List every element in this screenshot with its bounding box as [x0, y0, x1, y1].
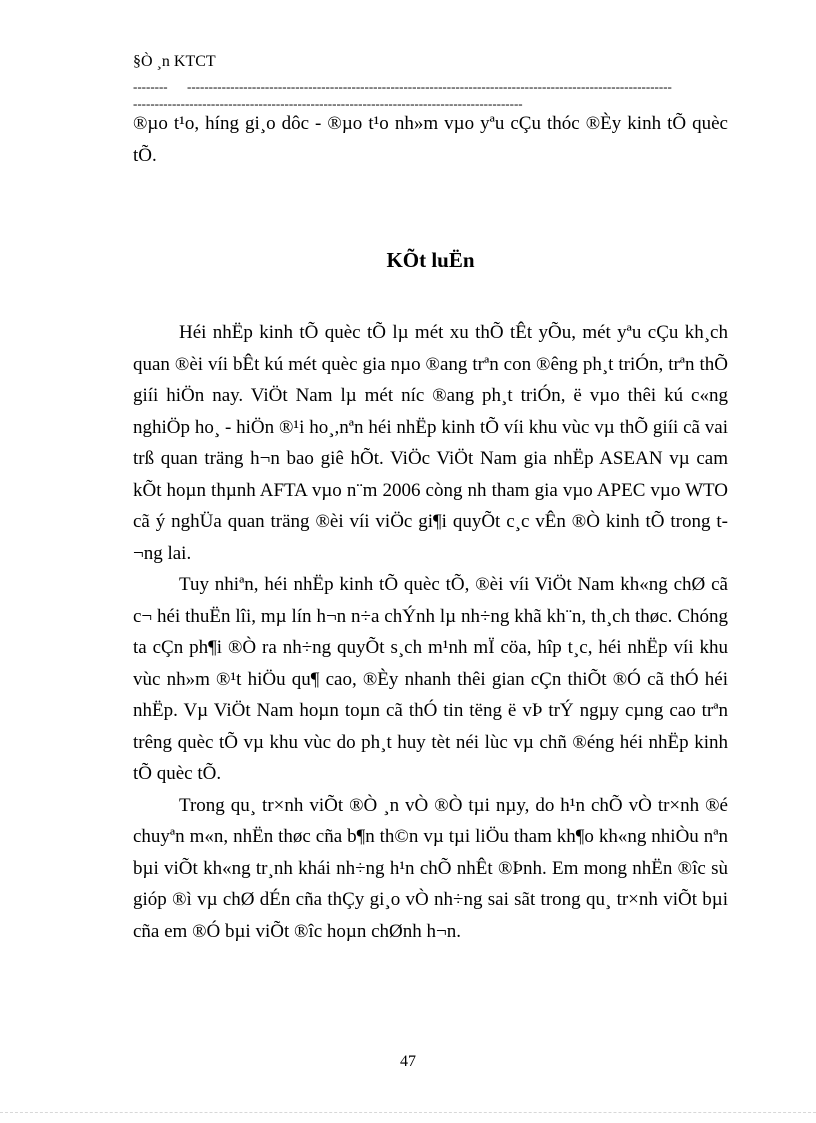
carry-over-paragraph: ®µo t¹o, híng gi¸o dôc - ®µo t¹o nh»m vµo yªu cÇu thóc ®Èy kinh tÕ quèc tÕ.: [133, 113, 728, 166]
paragraph-1: Héi nhËp kinh tÕ quèc tÕ lµ mét xu thÕ tÊt yÕu, mét yªu cÇu kh¸ch quan ®èi víi bÊt kú mét quèc gia nµo ®ang trªn con ®êng ph¸t triÓn, trªn thÕ giíi hiÖn nay. ViÖt Nam lµ mét níc ®ang ph¸t triÓn, ë vµo thêi kú c«ng nghiÖp ho¸ - hiÖn ®¹i ho¸,nªn héi nhËp kinh tÕ víi khu vùc vµ thÕ giíi cã vai trß quan träng h¬n bao giê hÕt. ViÖc ViÖt Nam gia nhËp ASEAN vµ cam kÕt hoµn thµnh AFTA vµo n¨m 2006 còng nh tham gia vµo APEC vµo WTO cã ý nghÜa quan träng ®èi víi viÖc gi¶i quyÕt c¸c vÊn ®Ò kinh tÕ trong t¬ng lai.: [133, 322, 728, 564]
paragraph-3: Trong qu¸ tr×nh viÕt ®Ò ¸n vÒ ®Ò tµi nµy, do h¹n chÕ vÒ tr×nh ®é chuyªn m«n, nhËn thøc cña b¶n th©n vµ tµi liÖu tham kh¶o kh«ng nhiÒu nªn bµi viÕt kh«ng tr¸nh khái nh÷ng h¹n chÕ nhÊt ®Þnh. Em mong nhËn ®îc sù gióp ®ì vµ chØ dÉn cña thÇy gi¸o vÒ nh÷ng sai sãt trong qu¸ tr×nh viÕt bµi cña em ®Ó bµi viÕt ®îc hoµn chØnh h¬n.: [133, 794, 728, 942]
header-dash-rule-long: ----------------------------------------------------------------------------------------------------------------: [187, 80, 672, 94]
header-dash-rule-short: --------: [133, 80, 168, 94]
section-heading: KÕt luËn: [386, 248, 475, 272]
paragraph-2: Tuy nhiªn, héi nhËp kinh tÕ quèc tÕ, ®èi víi ViÖt Nam kh«ng chØ cã c¬ héi thuËn lîi, mµ lín h¬n n÷a chÝnh lµ nh÷ng khã kh¨n, th¸ch thøc. Chóng ta cÇn ph¶i ®Ò ra nh÷ng quyÕt s¸ch m¹nh mÏ cöa, hîp t¸c, héi nhËp víi khu vùc nh»m ®¹t hiÖu qu¶ cao, ®Èy nhanh thêi gian cÇn thiÕt ®Ó cã thÓ héi nhËp. Vµ ViÖt Nam hoµn toµn cã thÓ tin tëng ë vÞ trÝ ngµy cµng cao trªn trêng quèc tÕ vµ khu vùc do ph¸t huy tèt néi lùc vµ chñ ®éng héi nhËp kinh tÕ quèc tÕ.: [133, 574, 728, 784]
header-dash-rule-second: ------------------------------------------------------------------------------------------: [133, 97, 523, 111]
conclusion-body: [133, 317, 728, 947]
page-number: 47: [400, 1053, 416, 1070]
header-title: §Ò ¸n KTCT: [133, 53, 216, 70]
page-bottom-border: [0, 1112, 816, 1113]
carry-over-text: [133, 108, 728, 171]
